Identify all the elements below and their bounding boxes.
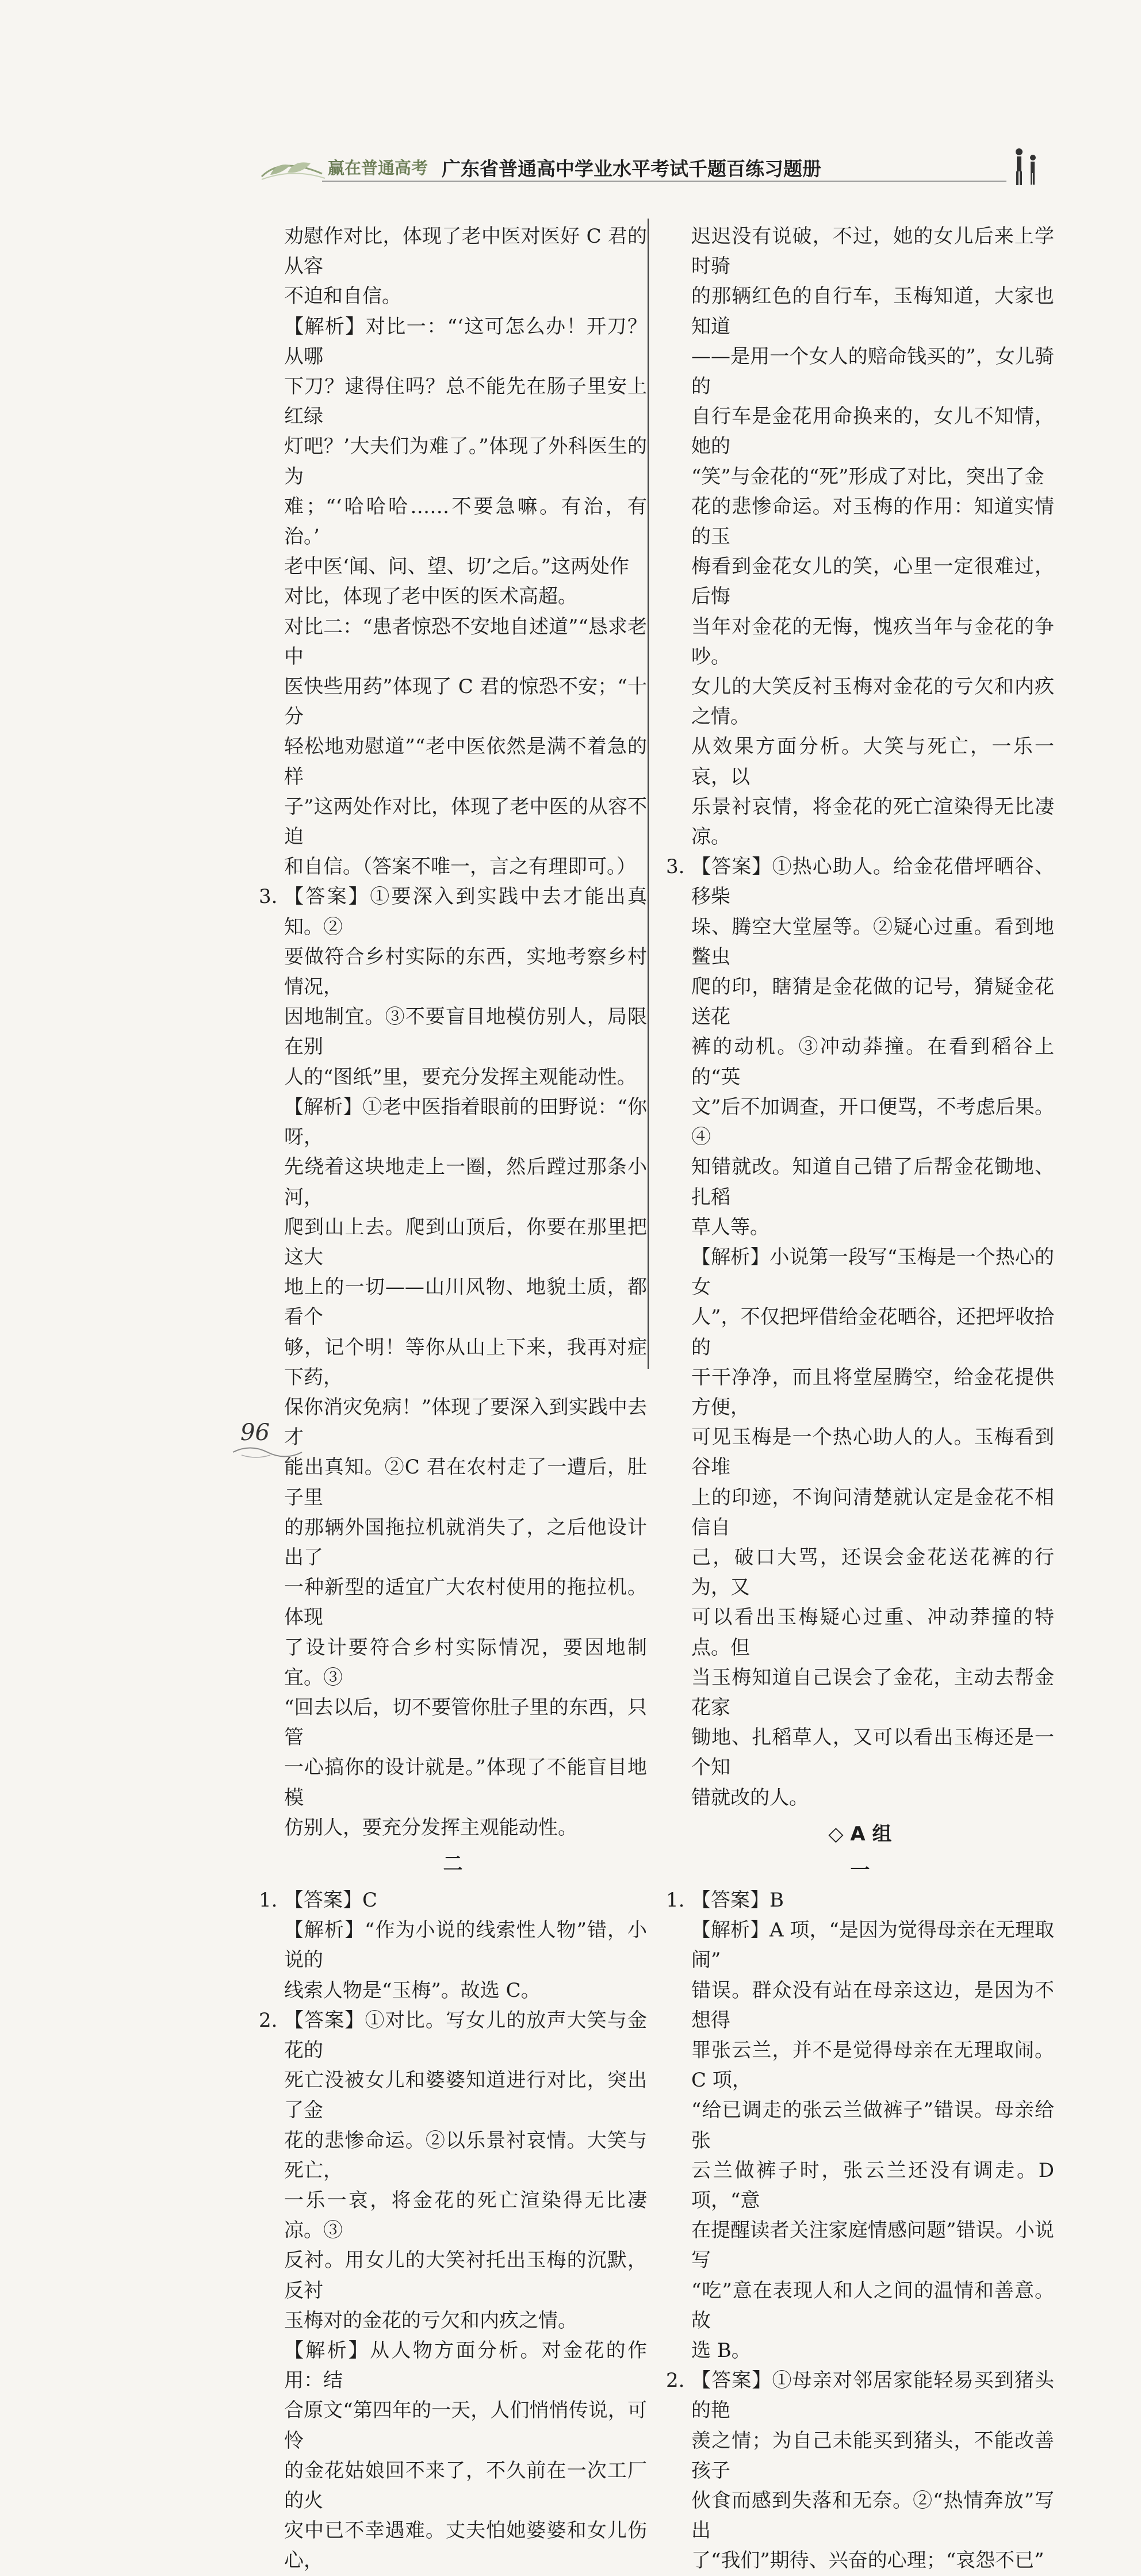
text-line: 线索人物是“玉梅”。故选 C。 xyxy=(284,1978,541,2002)
text-line: 【解析】从人物方面分析。对金花的作用：结 xyxy=(284,2339,647,2393)
text-line: 裤的动机。③冲动莽撞。在看到稻谷上的“英 xyxy=(691,1035,1054,1089)
text-line: 在提醒读者关注家庭情感问题”错误。小说写 xyxy=(691,2219,1054,2272)
text-line: 草人等。 xyxy=(691,1215,769,1239)
text-line: 错误。群众没有站在母亲这边，是因为不想得 xyxy=(691,1978,1054,2032)
text-line: 【答案】①要深入到实践中去才能出真知。② xyxy=(284,885,647,939)
text-line: 【解析】①老中医指着眼前的田野说：“你呀， xyxy=(284,1095,647,1149)
group-heading: ◇ A 组 xyxy=(828,1822,892,1846)
text-line: 【答案】①母亲对邻居家能轻易买到猪头的艳 xyxy=(691,2369,1054,2422)
text-line: 【解析】小说第一段写“玉梅是一个热心的女 xyxy=(691,1245,1054,1299)
section-heading: 二 xyxy=(443,1852,463,1875)
text-line: ——是用一个女人的赔命钱买的”，女儿骑的 xyxy=(691,345,1054,399)
text-line: 能出真知。②C 君在农村走了一遭后，肚子里 xyxy=(284,1456,647,1509)
text-line: 反衬。用女儿的大笑衬托出玉梅的沉默，反衬 xyxy=(284,2249,647,2302)
text-line: 人”，不仅把坪借给金花晒谷，还把坪收拾的 xyxy=(691,1306,1054,1359)
intro-lines xyxy=(259,221,647,312)
text-line: 文”后不加调查，开口便骂，不考虑后果。④ xyxy=(691,1095,1054,1149)
text-line: 花的悲惨命运。对玉梅的作用：知道实情的玉 xyxy=(691,495,1054,549)
question-number: 3. xyxy=(259,885,278,909)
text-line: “给已调走的张云兰做裤子”错误。母亲给张 xyxy=(691,2099,1054,2152)
analysis-block xyxy=(259,312,647,882)
text-line: 一心搞你的设计就是。”体现了不能盲目地模 xyxy=(284,1756,647,1809)
column-divider xyxy=(648,219,649,1369)
text-line: 保你消灾免病！”体现了要深入到实践中去才 xyxy=(284,1395,647,1449)
text-line: 合原文“第四年的一天，人们悄悄传说，可怜 xyxy=(284,2399,647,2452)
text-line: “回去以后，切不要管你肚子里的东西，只管 xyxy=(284,1695,647,1750)
group-question-2 xyxy=(666,2366,1054,2575)
text-line: 错就改的人。 xyxy=(691,1786,809,1809)
text-line: 【解析】A 项，“是因为觉得母亲在无理取闹” xyxy=(691,1919,1054,1972)
question-number: 3. xyxy=(666,855,685,879)
text-line: 爬到山上去。爬到山顶后，你要在那里把这大 xyxy=(284,1215,647,1269)
text-line: 灾中已不幸遇难。丈夫怕她婆婆和女儿伤心， xyxy=(284,2519,647,2573)
text-line: 梅看到金花女儿的笑，心里一定很难过，后悔 xyxy=(691,555,1054,608)
text-line: 知错就改。知道自己错了后帮金花锄地、扎稻 xyxy=(691,1155,1054,1209)
text-line: 医快些用药”体现了 C 君的惊恐不安；“十分 xyxy=(284,675,647,729)
text-line: 难；“‘哈哈哈……不要急嘛。有治，有治。’ xyxy=(284,495,647,549)
text-line: 人的“图纸”里，要充分发挥主观能动性。 xyxy=(284,1065,637,1089)
text-line: 对比，体现了老中医的医术高超。 xyxy=(284,585,577,608)
leaf-ornament-icon xyxy=(259,151,328,185)
text-line: 可见玉梅是一个热心助人的人。玉梅看到谷堆 xyxy=(691,1426,1054,1479)
text-line: 【答案】①对比。写女儿的放声大笑与金花的 xyxy=(284,2008,647,2062)
right-column xyxy=(666,221,1054,2576)
text-line: 花的悲惨命运。②以乐景衬哀情。大笑与死亡， xyxy=(284,2129,647,2182)
header-rule xyxy=(322,181,1006,182)
text-line: 下刀？逮得住吗？总不能先在肠子里安上红绿 xyxy=(284,375,647,428)
text-line: 【答案】C xyxy=(284,1888,378,1912)
text-line: 羡之情；为自己未能买到猪头，不能改善孩子 xyxy=(691,2429,1054,2482)
text-line: 要做符合乡村实际的东西，实地考察乡村情况， xyxy=(284,945,647,999)
page-header xyxy=(259,144,1047,190)
text-line: 罪张云兰，并不是觉得母亲在无理取闹。C 项， xyxy=(691,2038,1054,2092)
text-line: “笑”与金花的“死”形成了对比，突出了金 xyxy=(691,465,1044,488)
text-line: 爬的印，瞎猜是金花做的记号，猜疑金花送花 xyxy=(691,975,1054,1029)
text-line: 【答案】B xyxy=(691,1888,784,1912)
text-line: 己，破口大骂，还误会金花送花裤的行为，又 xyxy=(691,1545,1054,1599)
text-line: “吃”意在表现人和人之间的温情和善意。故 xyxy=(691,2279,1054,2332)
text-line: 锄地、扎稻草人，又可以看出玉梅还是一个知 xyxy=(691,1726,1054,1779)
text-line: 先绕着这块地走上一圈，然后蹚过那条小河， xyxy=(284,1155,647,1209)
text-line: 自行车是金花用命换来的，女儿不知情，她的 xyxy=(691,405,1054,458)
text-line: 迟迟没有说破，不过，她的女儿后来上学时骑 xyxy=(691,225,1054,278)
text-line: 【解析】“作为小说的线索性人物”错，小说的 xyxy=(284,1919,647,1972)
text-line: 够，记个明！等你从山上下来，我再对症下药， xyxy=(284,1335,647,1389)
left-column xyxy=(259,221,647,2576)
text-line: 选 B。 xyxy=(691,2339,751,2363)
section-heading: 一 xyxy=(850,1858,870,1882)
continued-analysis xyxy=(666,221,1054,852)
text-line: 女儿的大笑反衬玉梅对金花的亏欠和内疚之情。 xyxy=(691,675,1054,729)
question-number: 1. xyxy=(666,1888,685,1912)
text-line: 死亡没被女儿和婆婆知道进行对比，突出了金 xyxy=(284,2069,647,2122)
text-line: 子”这两处作对比，体现了老中医的从容不迫 xyxy=(284,795,647,849)
text-line: 从效果方面分析。大笑与死亡，一乐一哀，以 xyxy=(691,735,1054,789)
text-line: 垛、腾空大堂屋等。②疑心过重。看到地鳖虫 xyxy=(691,915,1054,969)
text-line: 可以看出玉梅疑心过重、冲动莽撞的特点。但 xyxy=(691,1606,1054,1659)
text-line: 了“我们”期待、兴奋的心理；“哀怨不已” xyxy=(691,2549,1044,2573)
text-line: 一种新型的适宜广大农村使用的拖拉机。体现 xyxy=(284,1576,647,1629)
text-line: 一乐一哀，将金花的死亡渲染得无比凄凉。③ xyxy=(284,2189,647,2242)
text-line: 【解析】对比一：“‘这可怎么办！开刀？从哪 xyxy=(284,315,647,368)
text-line: 老中医‘闻、问、望、切’之后。”这两处作 xyxy=(284,555,629,579)
text-line: 当年对金花的无悔，愧疚当年与金花的争吵。 xyxy=(691,615,1054,668)
page-number: 96 xyxy=(240,1419,270,1446)
text-line: 【答案】①热心助人。给金花借坪晒谷、移柴 xyxy=(691,855,1054,909)
text-line: 的金花姑娘回不来了，不久前在一次工厂的火 xyxy=(284,2459,647,2513)
question-number: 2. xyxy=(666,2369,685,2393)
text-line: 玉梅对的金花的亏欠和内疚之情。 xyxy=(284,2309,577,2332)
text-line: 当玉梅知道自己误会了金花，主动去帮金花家 xyxy=(691,1666,1054,1719)
question-number: 2. xyxy=(259,2008,278,2032)
text-line: 的那辆红色的自行车，玉梅知道，大家也知道 xyxy=(691,285,1054,338)
text-line: 轻松地劝慰道”“老中医依然是满不着急的样 xyxy=(284,735,647,789)
text-line: 不迫和自信。 xyxy=(284,285,401,308)
text-line: 的那辆外国拖拉机就消失了，之后他设计出了 xyxy=(284,1515,647,1569)
text-line: 劝慰作对比，体现了老中医对医好 C 君的从容 xyxy=(284,225,647,278)
text-line: 云兰做裤子时，张云兰还没有调走。D 项，“意 xyxy=(691,2158,1054,2212)
text-line: 地上的一切——山川风物、地貌土质，都看个 xyxy=(284,1276,647,1329)
group-question-1 xyxy=(666,1885,1054,2366)
question-3 xyxy=(666,852,1054,1813)
text-line: 了设计要符合乡村实际情况，要因地制宜。③ xyxy=(284,1636,647,1689)
text-line: 干干净净，而且将堂屋腾空，给金花提供方便， xyxy=(691,1365,1054,1419)
text-line: 灯吧？’大夫们为难了。”体现了外科医生的为 xyxy=(284,435,647,488)
section2-question-1 xyxy=(259,1885,647,2005)
section2-question-2 xyxy=(259,2005,647,2576)
walking-figures-icon xyxy=(1006,144,1047,190)
question-3 xyxy=(259,882,647,1843)
swirl-ornament-icon xyxy=(230,1444,305,1461)
text-line: 仿别人，要充分发挥主观能动性。 xyxy=(284,1816,577,1839)
text-line: 伙食而感到失落和无奈。②“热情奔放”写出 xyxy=(691,2489,1054,2543)
text-line: 因地制宜。③不要盲目地模仿别人，局限在别 xyxy=(284,1005,647,1059)
text-line: 和自信。（答案不唯一，言之有理即可。） xyxy=(284,855,636,879)
series-title: 赢在普通高考 xyxy=(328,158,428,178)
question-number: 1. xyxy=(259,1888,278,1912)
book-title: 广东省普通高中学业水平考试千题百练习题册 xyxy=(442,158,821,180)
text-line: 对比二：“患者惊恐不安地自述道”“恳求老中 xyxy=(284,615,647,668)
text-line: 乐景衬哀情，将金花的死亡渲染得无比凄凉。 xyxy=(691,795,1054,849)
text-line: 上的印迹，不询问清楚就认定是金花不相信自 xyxy=(691,1486,1054,1539)
